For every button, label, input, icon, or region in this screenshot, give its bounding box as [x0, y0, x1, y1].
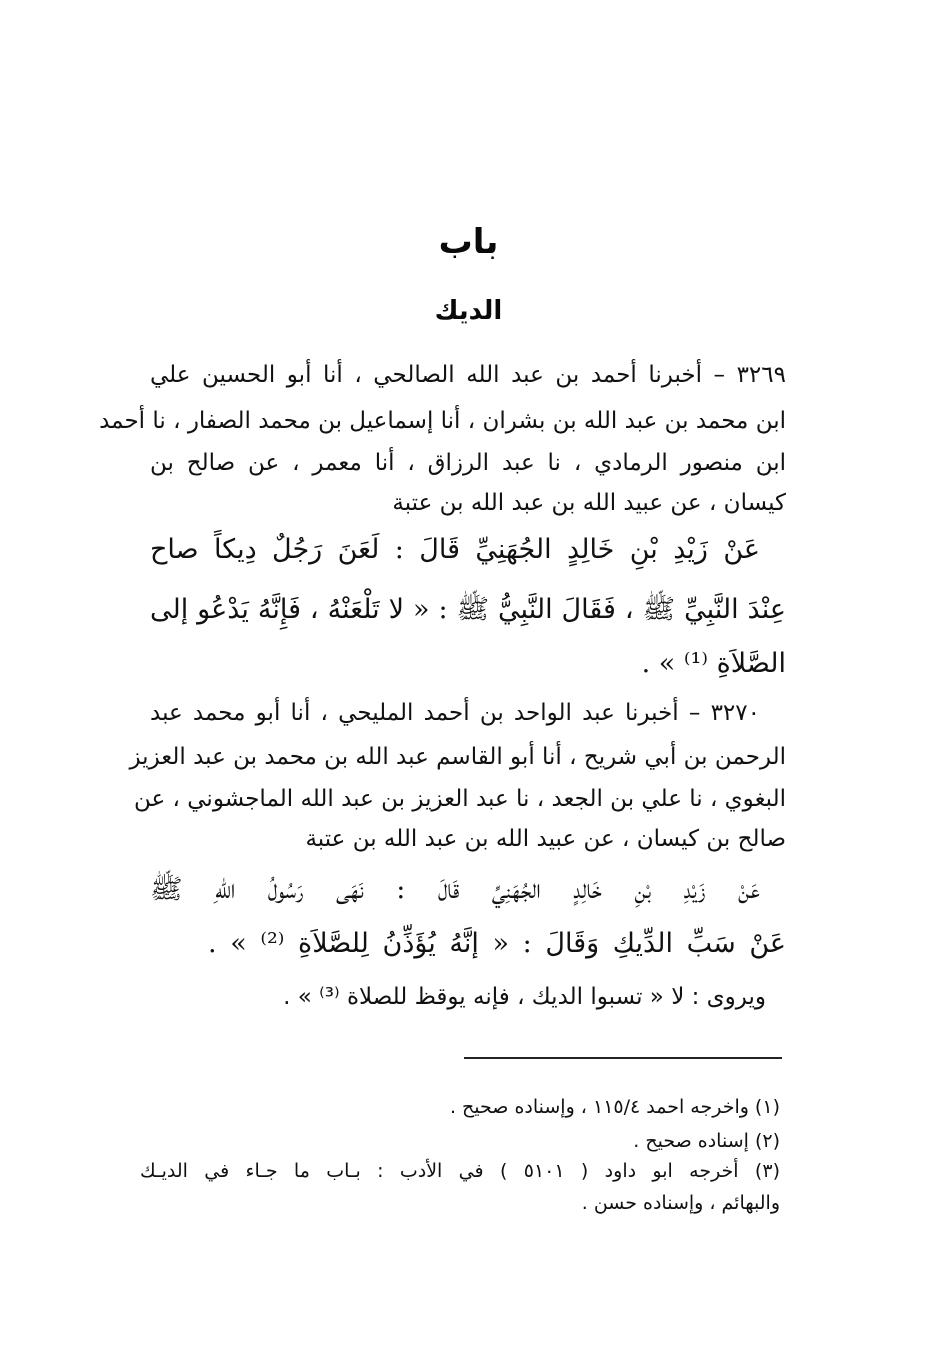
hadith-3269-isnad-line: كيسان ، عن عبيد الله بن عبد الله بن عتبة	[392, 490, 786, 516]
footnote-3: (٣) أخرجه ابو داود ( ٥١٠١ ) في الأدب : بـاب ما جـاء في الديـك	[140, 1160, 780, 1182]
section-heading: الديك	[434, 296, 503, 326]
hadith-3269-isnad-line: ابن محمد بن عبد الله بن بشران ، أنا إسماعيل بن محمد الصفار ، نا أحمد	[99, 408, 786, 434]
hadith-3269-isnad-line: ٣٢٦٩ – أخبرنا أحمد بن عبد الله الصالحي ، أنا أبو الحسين علي	[150, 362, 786, 388]
hadith-3269-isnad-line: ابن منصور الرمادي ، نا عبد الرزاق ، أنا معمر ، عن صالح بن	[150, 450, 786, 476]
hadith-3270-matn-line: عَنْ زَيْدِ بْنِ خَالِدٍ الجُهَنِيِّ قَالَ : نَهَى رَسُولُ اللهِ ﷺ	[150, 874, 760, 905]
chapter-heading: باب	[438, 222, 499, 262]
hadith-3270-matn-line: عَنْ سَبِّ الدِّيكِ وَقَالَ : « إنَّهُ يُؤَذِّنُ لِلصَّلاَةِ ⁽²⁾ » .	[208, 928, 786, 959]
hadith-3270-isnad-line: ٣٢٧٠ – أخبرنا عبد الواحد بن أحمد المليحي ، أنا أبو محمد عبد	[150, 700, 760, 726]
hadith-3270-isnad-line: البغوي ، نا علي بن الجعد ، نا عبد العزيز بن عبد الله الماجشوني ، عن	[133, 786, 786, 812]
footnote-3-continued: والبهائم ، وإسناده حسن .	[581, 1192, 780, 1214]
hadith-3270-isnad-line: صالح بن كيسان ، عن عبيد الله بن عبد الله بن عتبة	[305, 826, 786, 852]
footnote-2: (٢) إسناده صحيح .	[633, 1130, 780, 1152]
hadith-3270-isnad-line: الرحمن بن أبي شريح ، أنا أبو القاسم عبد الله بن محمد بن عبد العزيز	[129, 744, 786, 770]
footnote-1: (١) واخرجه احمد ١١٥/٤ ، وإسناده صحيح .	[449, 1096, 780, 1118]
footnote-separator	[464, 1057, 782, 1059]
hadith-3269-matn-line: عِنْدَ النَّبِيِّ ﷺ ، فَقَالَ النَّبِيُّ ﷺ : « لا تَلْعَنْهُ ، فَإِنَّهُ يَدْعُو إلى	[150, 594, 786, 625]
hadith-3270-riwaya-line: ويروى : لا « تسبوا الديك ، فإنه يوقظ للصلاة ⁽³⁾ » .	[283, 984, 766, 1010]
hadith-3269-matn-line: عَنْ زَيْدِ بْنِ خَالِدٍ الجُهَنِيِّ قَالَ : لَعَنَ رَجُلٌ دِيكاً صاح	[150, 534, 760, 565]
hadith-3269-matn-line: الصَّلاَةِ ⁽¹⁾ » .	[641, 648, 786, 679]
